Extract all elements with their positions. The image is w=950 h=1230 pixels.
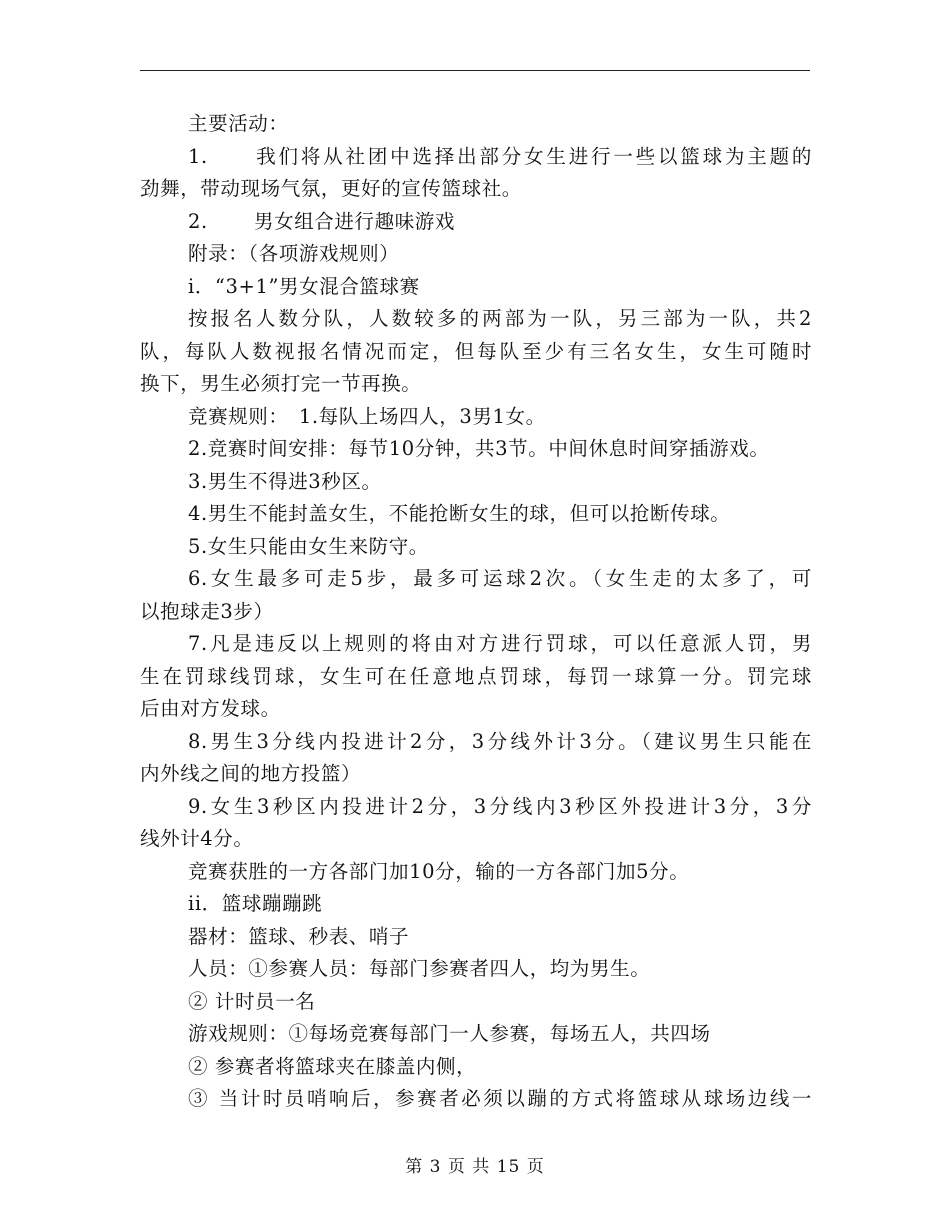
line-text: 4.男生不能封盖女生，不能抢断女生的球，但可以抢断传球。 [188,502,731,525]
line-text: 以抱球走3步） [140,599,274,623]
line-text: 8.男生3分线内投进计2分，3分线外计3分。（建议男生只能在 [188,729,812,753]
text-line [140,1018,812,1051]
line-text: 线外计4分。 [140,827,254,850]
text-line [140,953,812,986]
line-text: 2.竞赛时间安排：每节10分钟，共3节。中间休息时间穿插游戏。 [188,437,770,460]
line-text: 主要活动： [188,112,289,135]
text-line [140,628,812,661]
text-line [140,466,812,499]
line-text: 劲舞，带动现场气氛，更好的宣传篮球社。 [140,177,522,200]
text-line [140,563,812,596]
line-text: 5.女生只能由女生来防守。 [188,534,429,558]
line-text: 人员：①参赛人员：每部门参赛者四人，均为男生。 [188,957,651,980]
text-line [140,693,812,726]
line-text: 7.凡是违反以上规则的将由对方进行罚球，可以任意派人罚，男 [188,632,812,655]
line-text: ii．篮球蹦蹦跳 [188,892,323,915]
text-line [140,401,812,434]
text-line [140,1083,812,1116]
text-line [140,336,812,369]
line-text: 按报名人数分队，人数较多的两部为一队，另三部为一队，共2 [188,307,812,330]
line-text: 我们将从社团中选择出部分女生进行一些以篮球为主题的 [254,144,812,168]
line-text: 游戏规则：①每场竞赛每部门一人参赛，每场五人，共四场 [188,1022,711,1045]
text-line [140,823,812,856]
text-line [140,303,812,336]
list-number: 1. [188,144,208,168]
text-line [140,271,812,304]
line-text: i．“3+1”男女混合篮球赛 [188,274,420,298]
text-line [140,661,812,694]
text-line [140,856,812,889]
text-line [140,596,812,629]
text-line [140,531,812,564]
line-text: 队，每队人数视报名情况而定，但每队至少有三名女生，女生可随时 [140,339,812,363]
line-text: 换下，男生必须打完一节再换。 [140,372,422,395]
line-text: 竞赛规则： 1.每队上场四人，3男1女。 [188,404,546,428]
list-number: 2. [188,209,208,233]
text-line [140,108,812,141]
text-line [140,758,812,791]
text-line [140,1051,812,1084]
line-text: 男女组合进行趣味游戏 [254,209,456,233]
line-text: 器材：篮球、秒表、哨子 [188,924,410,948]
text-line [140,368,812,401]
page-footer: 第 3 页 共 15 页 [405,1157,545,1177]
line-text: ② 参赛者将篮球夹在膝盖内侧， [188,1054,477,1078]
line-text: 9.女生3秒区内投进计2分，3分线内3秒区外投进计3分，3分 [188,794,812,818]
text-line [140,206,812,239]
line-text: 生在罚球线罚球，女生可在任意地点罚球，每罚一球算一分。罚完球 [140,664,812,688]
text-line [140,433,812,466]
text-line [140,888,812,921]
line-text: 6.女生最多可走5步，最多可运球2次。（女生走的太多了，可 [188,567,812,590]
text-line [140,986,812,1019]
line-text: 竞赛获胜的一方各部门加10分，输的一方各部门加5分。 [188,859,690,883]
text-line [140,498,812,531]
line-text: 后由对方发球。 [140,697,281,720]
line-text: ③ 当计时员哨响后，参赛者必须以蹦的方式将篮球从球场边线一 [188,1087,812,1110]
line-text: 3.男生不得进3秒区。 [188,469,382,493]
text-line [140,726,812,759]
text-line [140,238,812,271]
text-line [140,141,812,174]
line-text: 内外线之间的地方投篮） [140,762,362,785]
header-rule [140,70,810,71]
line-text: ② 计时员一名 [188,989,316,1013]
text-line [140,791,812,824]
text-line [140,173,812,206]
line-text: 附录：（各项游戏规则） [188,242,400,265]
text-line [140,921,812,954]
document-body [140,108,812,1116]
